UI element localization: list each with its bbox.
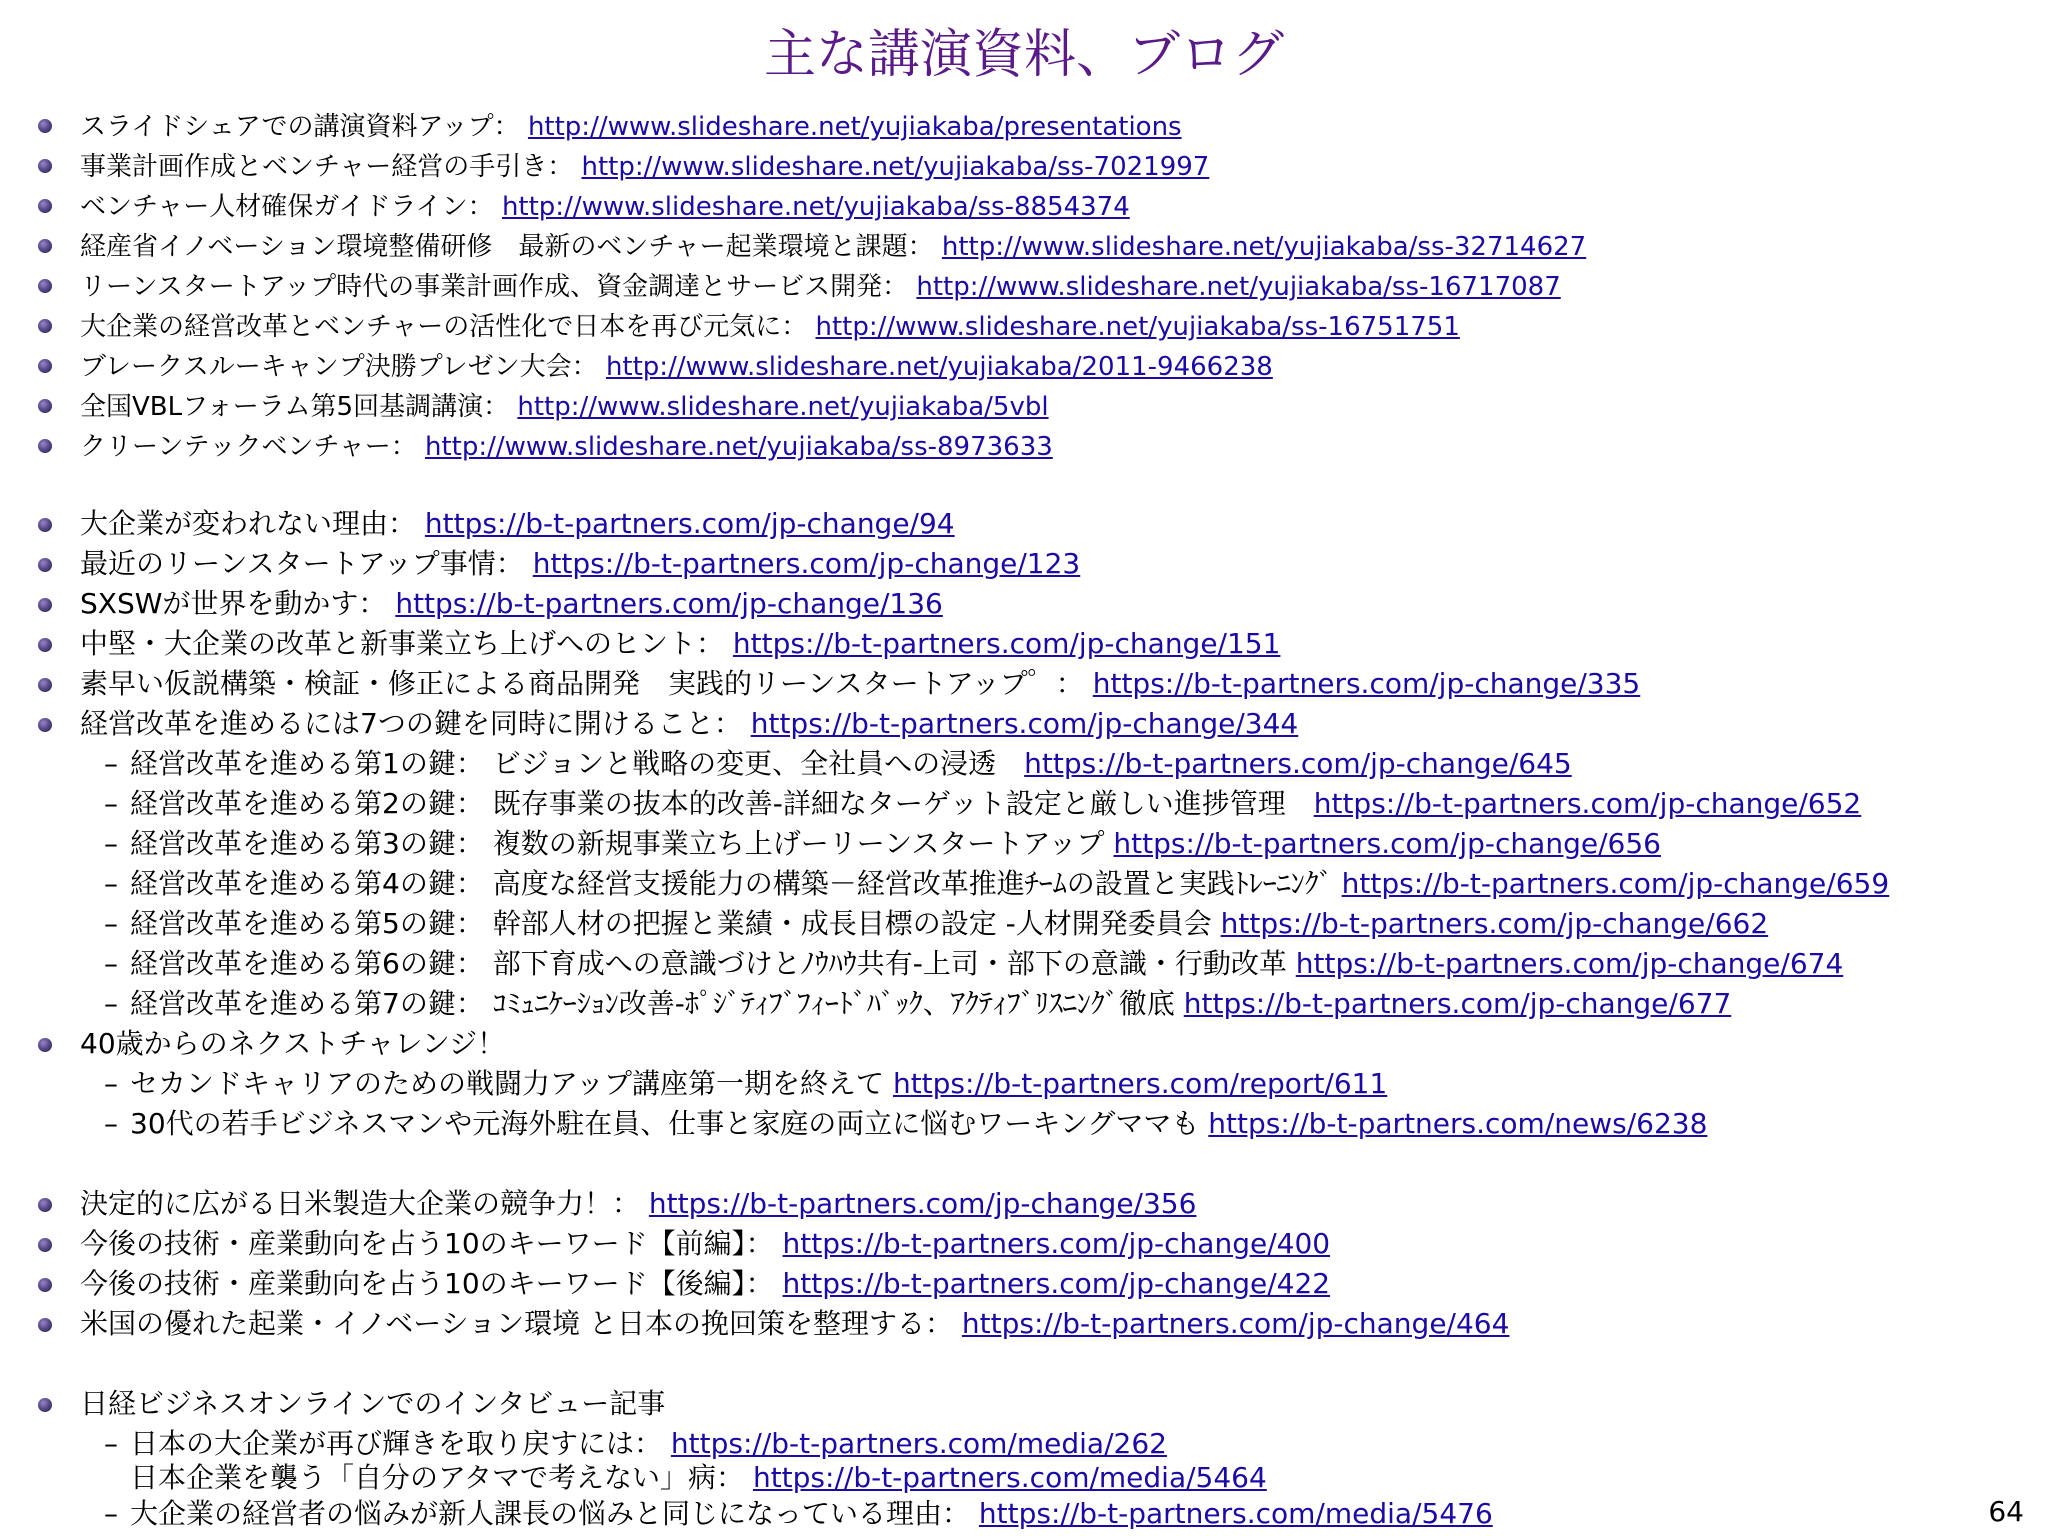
list-item: 中堅・大企業の改革と新事業立ち上げへのヒント： https://b-t-partners.com/jp-change/151 (80, 627, 1281, 660)
slideshare-link[interactable]: http://www.slideshare.net/yujiakaba/ss-8973633 (424, 432, 1053, 462)
media-link[interactable]: https://b-t-partners.com/media/5464 (752, 1461, 1267, 1494)
news-link[interactable]: https://b-t-partners.com/news/6238 (1208, 1107, 1708, 1140)
blog-link[interactable]: https://b-t-partners.com/jp-change/123 (532, 547, 1081, 580)
slideshare-link[interactable]: http://www.slideshare.net/yujiakaba/ss-16751751 (815, 312, 1460, 342)
slideshare-link[interactable]: http://www.slideshare.net/yujiakaba/presentations (527, 112, 1182, 142)
sub-list-item: – 経営改革を進める第2の鍵： 既存事業の抜本的改善-詳細なターゲット設定と厳しい進捗管理 https://b-t-partners.com/jp-change/652 (104, 787, 1862, 820)
list-item: 日経ビジネスオンラインでのインタビュー記事 (80, 1387, 666, 1420)
page-title: 主な講演資料、ブログ (763, 25, 1284, 85)
sub-list-item: – 経営改革を進める第1の鍵： ビジョンと戦略の変更、全社員への浸透 https://b-t-partners.com/jp-change/645 (104, 747, 1572, 780)
bullet-icon (38, 399, 52, 413)
list-item: スライドシェアでの講演資料アップ： http://www.slideshare.net/yujiakaba/presentations (80, 112, 1182, 142)
media-link[interactable]: https://b-t-partners.com/media/262 (670, 1427, 1167, 1460)
slideshare-link[interactable]: http://www.slideshare.net/yujiakaba/ss-7021997 (581, 152, 1210, 182)
list-item: 今後の技術・産業動向を占う10のキーワード【前編】： https://b-t-partners.com/jp-change/400 (80, 1227, 1331, 1260)
bullet-icon (38, 1398, 52, 1412)
blog-link[interactable]: https://b-t-partners.com/jp-change/674 (1295, 947, 1844, 980)
blog-link[interactable]: https://b-t-partners.com/jp-change/94 (424, 507, 955, 540)
slideshare-link[interactable]: http://www.slideshare.net/yujiakaba/2011-9466238 (605, 352, 1273, 382)
sub-list-item: – 30代の若手ビジネスマンや元海外駐在員、仕事と家庭の両立に悩むワーキングママも https://b-t-partners.com/news/6238 (104, 1107, 1708, 1140)
bullet-icon (38, 1318, 52, 1332)
bullet-icon (38, 1038, 52, 1052)
blog-link[interactable]: https://b-t-partners.com/jp-change/335 (1092, 667, 1641, 700)
slideshare-link[interactable]: http://www.slideshare.net/yujiakaba/5vbl (517, 392, 1049, 422)
sub-list-item: – 日本の大企業が再び輝きを取り戻すには： https://b-t-partners.com/media/262 (104, 1427, 1167, 1460)
blog-link[interactable]: https://b-t-partners.com/jp-change/652 (1313, 787, 1862, 820)
list-item: 事業計画作成とベンチャー経営の手引き： http://www.slideshare.net/yujiakaba/ss-7021997 (80, 152, 1210, 182)
bullet-icon (38, 1278, 52, 1292)
list-item: ベンチャー人材確保ガイドライン： http://www.slideshare.net/yujiakaba/ss-8854374 (80, 192, 1130, 222)
blog-link[interactable]: https://b-t-partners.com/jp-change/422 (782, 1267, 1331, 1300)
bullet-icon (38, 359, 52, 373)
bullet-icon (38, 598, 52, 612)
list-item: 全国VBLフォーラム第5回基調講演： http://www.slideshare.net/yujiakaba/5vbl (80, 392, 1049, 422)
bullet-icon (38, 199, 52, 213)
list-item: 決定的に広がる日米製造大企業の競争力！： https://b-t-partners.com/jp-change/356 (80, 1187, 1197, 1220)
blog-link[interactable]: https://b-t-partners.com/jp-change/662 (1220, 907, 1769, 940)
blog-link[interactable]: https://b-t-partners.com/jp-change/464 (961, 1307, 1510, 1340)
blog-link[interactable]: https://b-t-partners.com/jp-change/400 (782, 1227, 1331, 1260)
sub-list-item: 日本企業を襲う「自分のアタマで考えない」病： https://b-t-partners.com/media/5464 (130, 1461, 1267, 1494)
bullet-icon (38, 279, 52, 293)
list-item: 大企業の経営改革とベンチャーの活性化で日本を再び元気に： http://www.slideshare.net/yujiakaba/ss-16751751 (80, 312, 1460, 342)
blog-link[interactable]: https://b-t-partners.com/jp-change/356 (648, 1187, 1197, 1220)
sub-list-item: – 経営改革を進める第5の鍵： 幹部人材の把握と業績・成長目標の設定 -人材開発委員会 https://b-t-partners.com/jp-change/662 (104, 907, 1769, 940)
bullet-icon (38, 439, 52, 453)
bullet-icon (38, 518, 52, 532)
slideshare-link[interactable]: http://www.slideshare.net/yujiakaba/ss-8854374 (501, 192, 1130, 222)
blog-link[interactable]: https://b-t-partners.com/jp-change/136 (395, 587, 943, 620)
report-link[interactable]: https://b-t-partners.com/report/611 (892, 1067, 1388, 1100)
page-number: 64 (1988, 1495, 2024, 1528)
slideshare-link[interactable]: http://www.slideshare.net/yujiakaba/ss-32714627 (941, 232, 1587, 262)
list-item: 大企業が変われない理由： https://b-t-partners.com/jp-change/94 (80, 507, 955, 540)
list-item: リーンスタートアップ時代の事業計画作成、資金調達とサービス開発： http://www.slideshare.net/yujiakaba/ss-16717087 (80, 272, 1561, 302)
list-item: 経営改革を進めるには7つの鍵を同時に開けること： https://b-t-partners.com/jp-change/344 (80, 707, 1299, 740)
blog-link[interactable]: https://b-t-partners.com/jp-change/645 (1024, 747, 1572, 780)
sub-list-item: – 大企業の経営者の悩みが新人課長の悩みと同じになっている理由： https://b-t-partners.com/media/5476 (104, 1497, 1493, 1530)
list-item: クリーンテックベンチャー： http://www.slideshare.net/yujiakaba/ss-8973633 (80, 432, 1053, 462)
bullet-icon (38, 558, 52, 572)
bullet-icon (38, 718, 52, 732)
list-item: ブレークスルーキャンプ決勝プレゼン大会： http://www.slideshare.net/yujiakaba/2011-9466238 (80, 352, 1273, 382)
blog-link[interactable]: https://b-t-partners.com/jp-change/151 (732, 627, 1281, 660)
sub-list-item: – セカンドキャリアのための戦闘力アップ講座第一期を終えて https://b-t-partners.com/report/611 (104, 1067, 1388, 1100)
bullet-icon (38, 319, 52, 333)
blog-link[interactable]: https://b-t-partners.com/jp-change/344 (750, 707, 1299, 740)
list-item: 今後の技術・産業動向を占う10のキーワード【後編】： https://b-t-partners.com/jp-change/422 (80, 1267, 1331, 1300)
bullet-icon (38, 159, 52, 173)
blog-link[interactable]: https://b-t-partners.com/jp-change/656 (1113, 827, 1661, 860)
sub-list-item: – 経営改革を進める第7の鍵： ｺﾐｭﾆｹｰｼｮﾝ改善-ﾎﾟｼﾞﾃｨﾌﾞﾌｨｰﾄﾞﾊﾞｯｸ、ｱｸﾃｨﾌﾞﾘｽﾆﾝｸﾞ徹底 https://b-t-partners.com/jp-change/677 (104, 987, 1732, 1020)
list-item: 素早い仮説構築・検証・修正による商品開発 実践的リーンスタートアップ゜： https://b-t-partners.com/jp-change/335 (80, 667, 1641, 700)
list-item: 経産省イノベーション環境整備研修 最新のベンチャー起業環境と課題： http://www.slideshare.net/yujiakaba/ss-32714627 (80, 232, 1587, 262)
slideshare-link[interactable]: http://www.slideshare.net/yujiakaba/ss-16717087 (916, 272, 1561, 302)
bullet-icon (38, 638, 52, 652)
bullet-icon (38, 119, 52, 133)
list-item: SXSWが世界を動かす： https://b-t-partners.com/jp-change/136 (80, 587, 943, 620)
list-item: 最近のリーンスタートアップ事情： https://b-t-partners.com/jp-change/123 (80, 547, 1081, 580)
list-item: 米国の優れた起業・イノベーション環境 と日本の挽回策を整理する： https://b-t-partners.com/jp-change/464 (80, 1307, 1510, 1340)
media-link[interactable]: https://b-t-partners.com/media/5476 (978, 1497, 1493, 1530)
bullet-icon (38, 678, 52, 692)
blog-link[interactable]: https://b-t-partners.com/jp-change/677 (1183, 987, 1732, 1020)
bullet-icon (38, 239, 52, 253)
bullet-icon (38, 1198, 52, 1212)
bullet-icon (38, 1238, 52, 1252)
sub-list-item: – 経営改革を進める第4の鍵： 高度な経営支援能力の構築－経営改革推進ﾁｰﾑの設置と実践ﾄﾚｰﾆﾝｸﾞ https://b-t-partners.com/jp-change/659 (104, 867, 1890, 900)
sub-list-item: – 経営改革を進める第6の鍵： 部下育成への意識づけとﾉｳﾊｳ共有-上司・部下の意識・行動改革 https://b-t-partners.com/jp-change/674 (104, 947, 1844, 980)
blog-link[interactable]: https://b-t-partners.com/jp-change/659 (1341, 867, 1890, 900)
sub-list-item: – 経営改革を進める第3の鍵： 複数の新規事業立ち上げーリーンスタートアップ https://b-t-partners.com/jp-change/656 (104, 827, 1661, 860)
list-item: 40歳からのネクストチャレンジ！ (80, 1027, 506, 1060)
